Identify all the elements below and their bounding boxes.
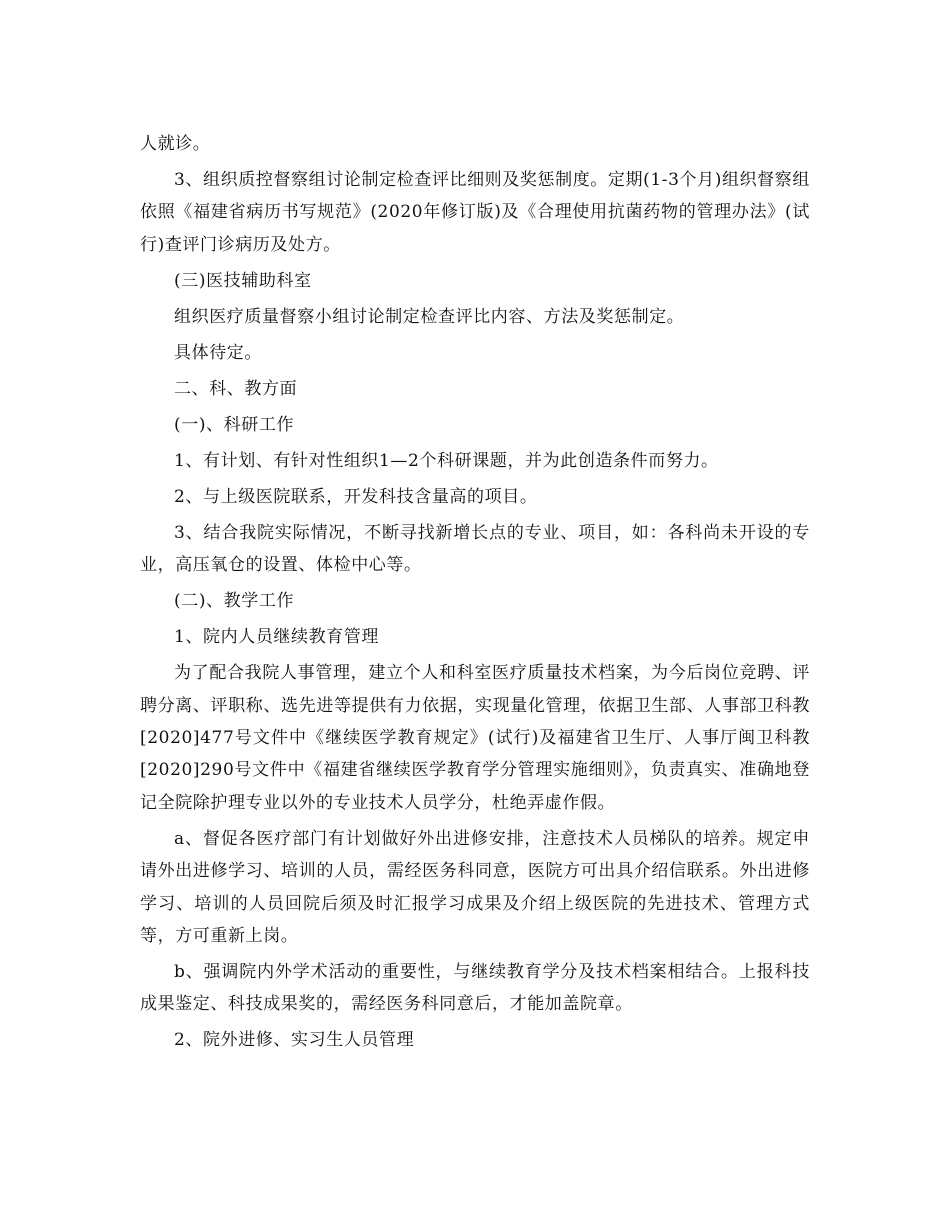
section-heading: (一)、科研工作: [174, 414, 295, 435]
section-heading: 2、院外进修、实习生人员管理: [174, 1030, 415, 1051]
paragraph: 3、结合我院实际情况，不断寻找新增长点的专业、项目，如：各科尚未开设的专业，高压氧仓的设置、体检中心等。: [140, 522, 810, 576]
paragraph: 为了配合我院人事管理，建立个人和科室医疗质量技术档案，为今后岗位竞聘、评聘分离、评职称、选先进等提供有力依据，实现量化管理，依据卫生部、人事部卫科教[2020]477号文件中《继续医学教育规定》(试行)及福建省卫生厅、人事厅闽卫科教[2020]290号文件中《福建省继续医学教育学分管理实施细则》，负责真实、准确地登记全院除护理专业以外的专业技术人员学分，杜绝弄虚作假。: [140, 663, 810, 813]
paragraph: 3、组织质控督察组讨论制定检查评比细则及奖惩制度。定期(1-3个月)组织督察组依照《福建省病历书写规范》(2020年修订版)及《合理使用抗菌药物的管理办法》(试行)查评门诊病历及处方。: [140, 170, 810, 255]
paragraph: 组织医疗质量督察小组讨论制定检查评比内容、方法及奖惩制定。: [174, 306, 685, 327]
paragraph: 具体待定。: [174, 342, 262, 363]
paragraph: b、强调院内外学术活动的重要性，与继续教育学分及技术档案相结合。上报科技成果鉴定、科技成果奖的，需经医务科同意后，才能加盖院章。: [140, 962, 810, 1015]
section-heading: 二、科、教方面: [174, 378, 298, 399]
section-heading: (二)、教学工作: [174, 591, 295, 612]
paragraph: 2、与上级医院联系，开发科技含量高的项目。: [174, 486, 538, 507]
paragraph: a、督促各医疗部门有计划做好外出进修安排，注意技术人员梯队的培养。规定申请外出进修学习、培训的人员，需经医务科同意，医院方可出具介绍信联系。外出进修学习、培训的人员回院后须及时汇报学习成果及介绍上级医院的先进技术、管理方式等，方可重新上岗。: [140, 828, 810, 947]
section-heading: 1、院内人员继续教育管理: [174, 627, 380, 648]
paragraph: 人就诊。: [140, 134, 211, 154]
paragraph: 1、有计划、有针对性组织1—2个科研课题，并为此创造条件而努力。: [174, 450, 719, 471]
section-heading: (三)医技辅助科室: [174, 270, 312, 291]
document-body: [140, 128, 810, 1057]
